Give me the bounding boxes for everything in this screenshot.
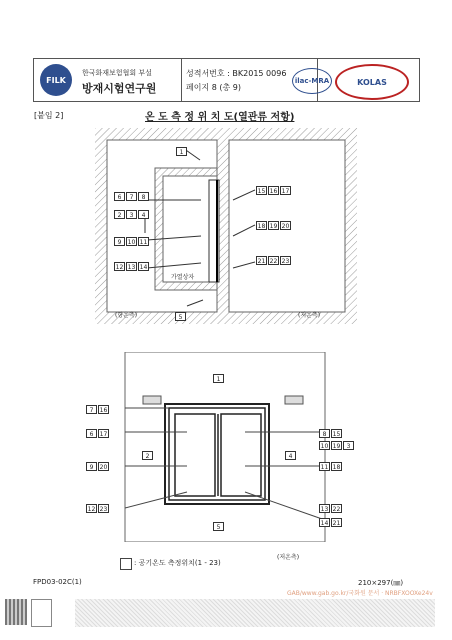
plan-label: 22: [269, 258, 278, 265]
cold-side-label: (저온측): [298, 312, 321, 319]
plan-label: 10: [127, 239, 136, 246]
page-title: 온 도 측 정 위 치 도(열관류 저항): [145, 112, 295, 123]
kolas-logo: KOLAS: [335, 64, 409, 100]
elev-label: 12: [87, 506, 96, 513]
elev-label: 13: [320, 506, 329, 513]
report-number: 성적서번호 : BK2015 0096: [186, 69, 287, 78]
form-number: FPD03-02C(1): [33, 578, 82, 586]
elev-label: 16: [99, 407, 108, 414]
elev-label: 21: [332, 520, 341, 527]
elev-label: 1: [213, 374, 224, 383]
org-line2: 방재시험연구원: [82, 82, 157, 95]
elev-label: 2: [142, 451, 153, 460]
filk-logo: FILK: [40, 64, 72, 96]
plan-label: 14: [139, 264, 148, 271]
plan-label: 19: [269, 223, 278, 230]
plan-label: 5: [175, 312, 186, 321]
elev-label: 8: [319, 429, 330, 438]
elev-label: 11: [320, 464, 329, 471]
legend-marker: [120, 558, 132, 570]
elev-label: 20: [99, 464, 108, 471]
plan-label: 20: [281, 223, 290, 230]
attachment-label: [붙임 2]: [34, 111, 64, 120]
paper-size: 210×297(㎜): [358, 579, 404, 587]
plan-label: 3: [126, 210, 137, 219]
plan-label: 15: [257, 188, 266, 195]
elev-label: 10: [320, 443, 329, 450]
plan-view-diagram: [95, 128, 357, 324]
elev-label: 5: [213, 522, 224, 531]
elev-label: 7: [86, 405, 97, 414]
elev-label: 3: [343, 441, 354, 450]
plan-label: 12: [115, 264, 124, 271]
plan-label: 2: [114, 210, 125, 219]
plan-label: 21: [257, 258, 266, 265]
plan-label: 7: [126, 192, 137, 201]
plan-label: 8: [138, 192, 149, 201]
watermark: GAB/www.gab.go.kr/국화원 문서 · NRBFXOOXe24v: [287, 590, 433, 597]
plan-label: 18: [257, 223, 266, 230]
elev-label: 6: [86, 429, 97, 438]
plan-label: 23: [281, 258, 290, 265]
plan-label: 1: [176, 147, 187, 156]
elev-label: 19: [332, 443, 341, 450]
legend-text: : 공기온도 측정위치(1 - 23): [134, 559, 221, 567]
elev-label: 4: [285, 451, 296, 460]
plan-label: 17: [281, 188, 290, 195]
plan-label: 4: [138, 210, 149, 219]
plan-label: 6: [114, 192, 125, 201]
barcode-icon: [5, 599, 27, 625]
exposed-side-label: (저온측): [277, 554, 300, 561]
elev-label: 14: [320, 520, 329, 527]
elev-label: 22: [332, 506, 341, 513]
security-pattern: [75, 599, 435, 627]
barcode-box: [31, 599, 52, 627]
ilac-mra-logo: ilac-MRA: [292, 68, 332, 94]
elevation-view-diagram: [95, 352, 357, 542]
elev-label: 9: [86, 462, 97, 471]
elev-label: 17: [99, 431, 108, 438]
elev-label: 15: [332, 431, 341, 438]
elev-label: 18: [332, 464, 341, 471]
plan-label: 13: [127, 264, 136, 271]
specimen-label: 가열상자: [171, 274, 195, 281]
plan-label: 11: [139, 239, 148, 246]
elev-label: 23: [99, 506, 108, 513]
plan-label: 16: [269, 188, 278, 195]
hot-side-label: (항온측): [115, 312, 138, 319]
plan-label: 9: [114, 237, 125, 246]
page-number: 페이지 8 (총 9): [186, 83, 241, 92]
org-line1: 한국화재보험협회 부설: [82, 69, 152, 77]
